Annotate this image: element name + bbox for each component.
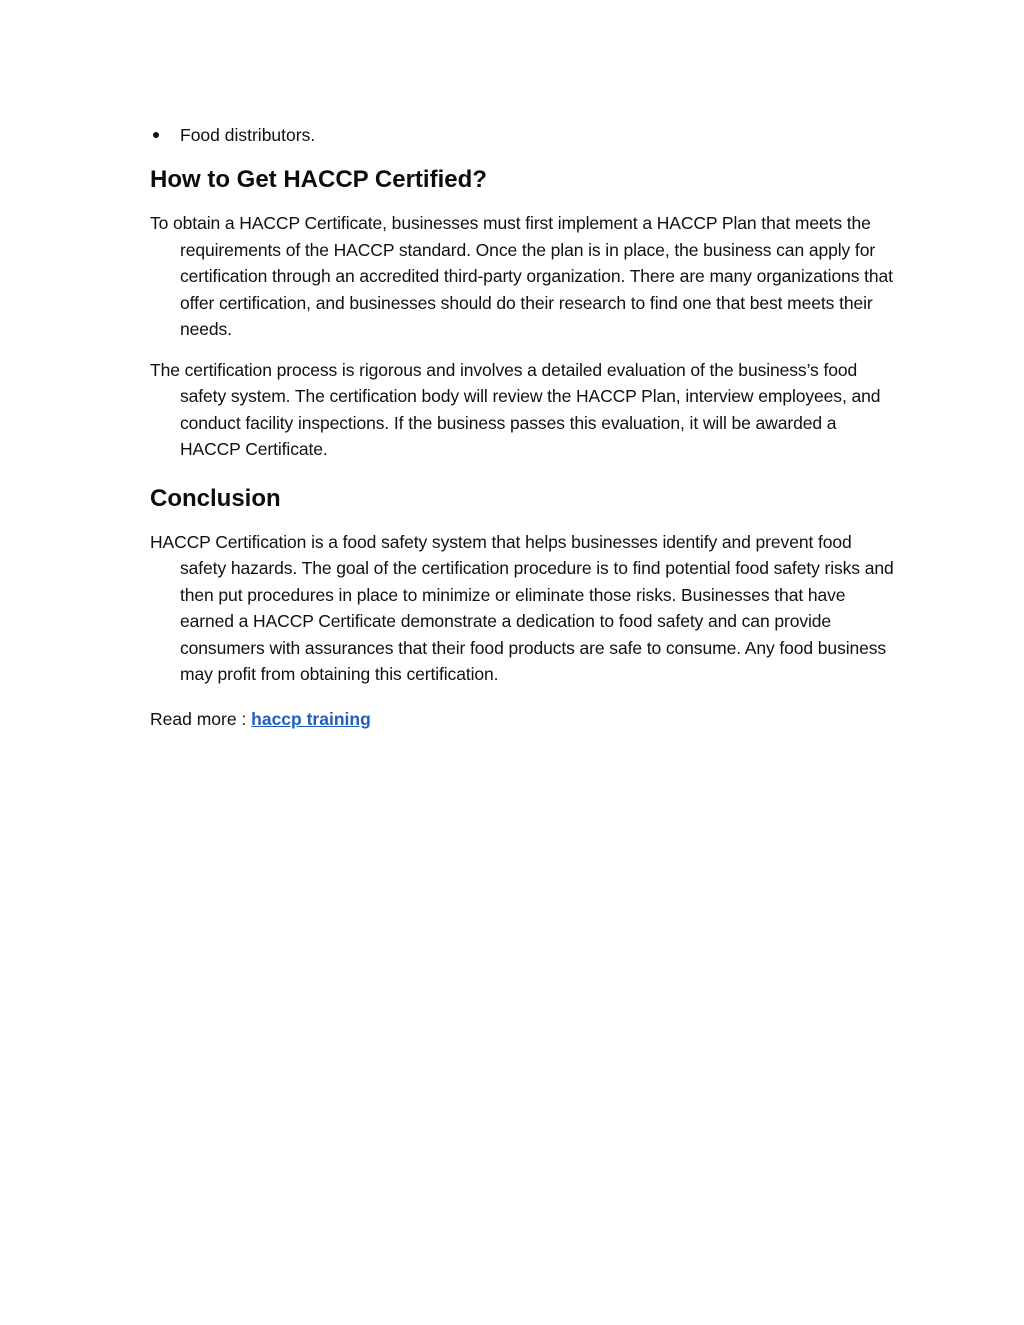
list-item <box>150 122 900 148</box>
bullet-icon <box>153 132 159 138</box>
bullet-list <box>150 122 900 148</box>
paragraph: The certification process is rigorous and involves a detailed evaluation of the business’s food safety system. The certification body will review the HACCP Plan, interview employees, and conduct facility inspections. If the business passes this evaluation, it will be awarded a HACCP Certificate. <box>150 359 881 459</box>
document-content <box>150 122 900 732</box>
paragraph: To obtain a HACCP Certificate, businesses must first implement a HACCP Plan that meets the requirements of the HACCP standard. Once the plan is in place, the business can apply for certification through an accredited third-party organization. There are many organizations that offer certification, and businesses should do their research to find one that best meets their needs. <box>150 213 893 339</box>
read-more-link[interactable]: haccp training <box>251 708 371 729</box>
list-item-text: Food distributors. <box>180 125 316 145</box>
read-more-label: Read more : <box>150 708 252 729</box>
section-heading-conclusion: Conclusion <box>150 484 281 512</box>
section-heading-certification: How to Get HACCP Certified? <box>150 166 487 193</box>
read-more-line <box>150 706 900 732</box>
paragraph: HACCP Certification is a food safety system that helps businesses identify and prevent food safety hazards. The goal of the certification procedure is to find potential food safety risks and then put procedures in place to minimize or eliminate those risks. Businesses that have earned a HACCP Certificate demonstrate a dedication to food safety and can provide consumers with assurances that their food products are safe to consume. Any food business may profit from obtaining this certification. <box>150 531 894 684</box>
